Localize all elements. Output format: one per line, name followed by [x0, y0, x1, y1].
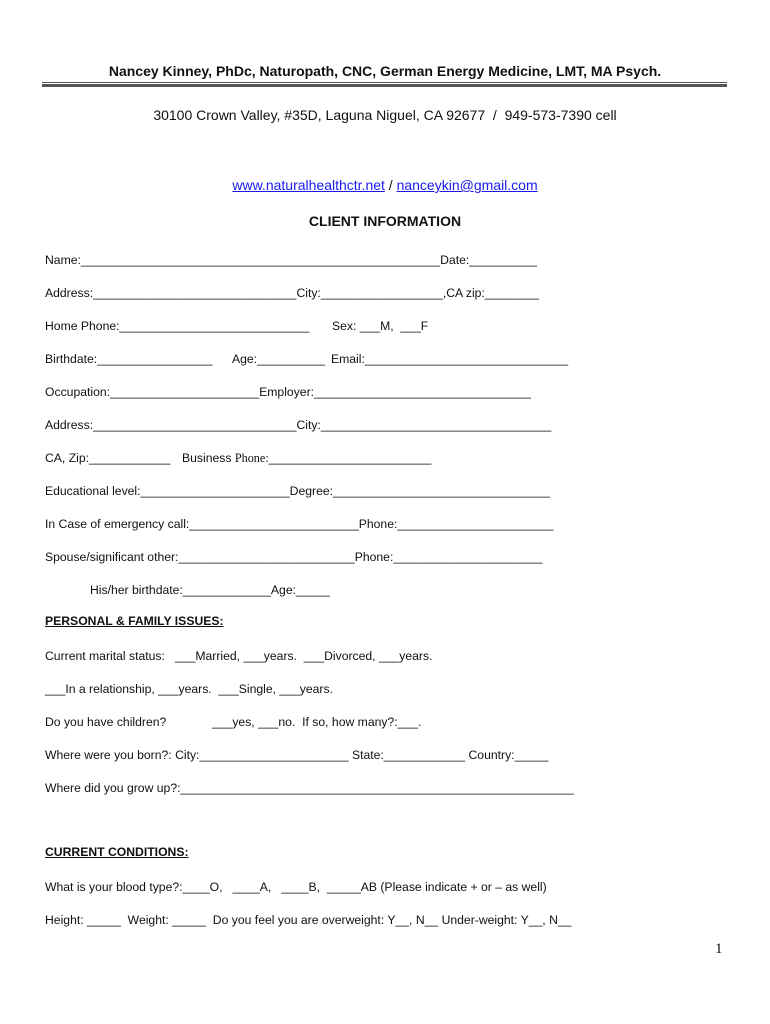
contact-links — [0, 177, 770, 193]
personal-family-heading: PERSONAL & FAMILY ISSUES: — [45, 614, 224, 628]
spouse-birthdate-field[interactable]: His/her birthdate:_____________Age:_____ — [90, 583, 330, 597]
work-address-city-field[interactable]: Address:______________________________City:__________________________________ — [45, 418, 552, 432]
page-number: 1 — [715, 941, 723, 957]
education-degree-field[interactable]: Educational level:______________________Degree:________________________________ — [45, 484, 550, 498]
email-link[interactable]: nanceykin@gmail.com — [396, 177, 538, 193]
email-field[interactable]: Email:______________________________ — [331, 352, 569, 366]
practice-address: 30100 Crown Valley, #35D, Laguna Niguel, CA 92677 / 949-573-7390 cell — [153, 107, 617, 123]
height-weight-field[interactable]: Height: _____ Weight: _____ Do you feel you are overweight: Y__, N__ Under-weight: Y__, N__ — [45, 913, 572, 927]
business-phone-blank[interactable]: ________________________ — [268, 451, 432, 465]
age-field[interactable]: Age:__________ — [232, 352, 325, 366]
birthdate-field[interactable]: Birthdate:_________________ — [45, 352, 213, 366]
children-question: Do you have children? — [45, 715, 167, 729]
link-separator: / — [384, 177, 397, 193]
business-label: Business — [182, 451, 235, 465]
business-phone-field[interactable] — [182, 450, 431, 466]
spouse-field[interactable]: Spouse/significant other:__________________________Phone:______________________ — [45, 550, 543, 564]
current-conditions-heading: CURRENT CONDITIONS: — [45, 845, 189, 859]
emergency-contact-field[interactable]: In Case of emergency call:_________________________Phone:_______________________ — [45, 517, 554, 531]
blood-type-field[interactable]: What is your blood type?:____O, ____A, ____B, _____AB (Please indicate + or – as well) — [45, 880, 547, 894]
address-city-zip-field[interactable]: Address:______________________________City:__________________,CA zip:________ — [45, 286, 540, 300]
marital-status-field[interactable]: Current marital status: ___Married, ___years. ___Divorced, ___years. — [45, 649, 433, 663]
grew-up-field[interactable]: Where did you grow up?:__________________________________________________________ — [45, 781, 574, 795]
name-date-field[interactable]: Name:_____________________________________________________Date:__________ — [45, 253, 538, 267]
phone-label: Phone: — [234, 451, 269, 465]
website-link[interactable]: www.naturalhealthctr.net — [232, 177, 385, 193]
header-rule — [42, 82, 727, 83]
children-answer-field[interactable]: ___yes, ___no. If so, how many?:___. — [212, 715, 422, 729]
sex-field[interactable]: Sex: ___M, ___F — [332, 319, 429, 333]
occupation-employer-field[interactable]: Occupation:______________________Employer:________________________________ — [45, 385, 531, 399]
relationship-field[interactable]: ___In a relationship, ___years. ___Single, ___years. — [45, 682, 333, 696]
birthplace-field[interactable]: Where were you born?: City:______________________ State:____________ Country:_____ — [45, 748, 549, 762]
work-zip-field[interactable]: CA, Zip:____________ — [45, 451, 171, 465]
header-rule-thick — [42, 84, 727, 87]
practitioner-name-line: Nancey Kinney, PhDc, Naturopath, CNC, German Energy Medicine, LMT, MA Psych. — [108, 63, 662, 79]
form-title: CLIENT INFORMATION — [308, 213, 462, 229]
home-phone-field[interactable]: Home Phone:____________________________ — [45, 319, 310, 333]
